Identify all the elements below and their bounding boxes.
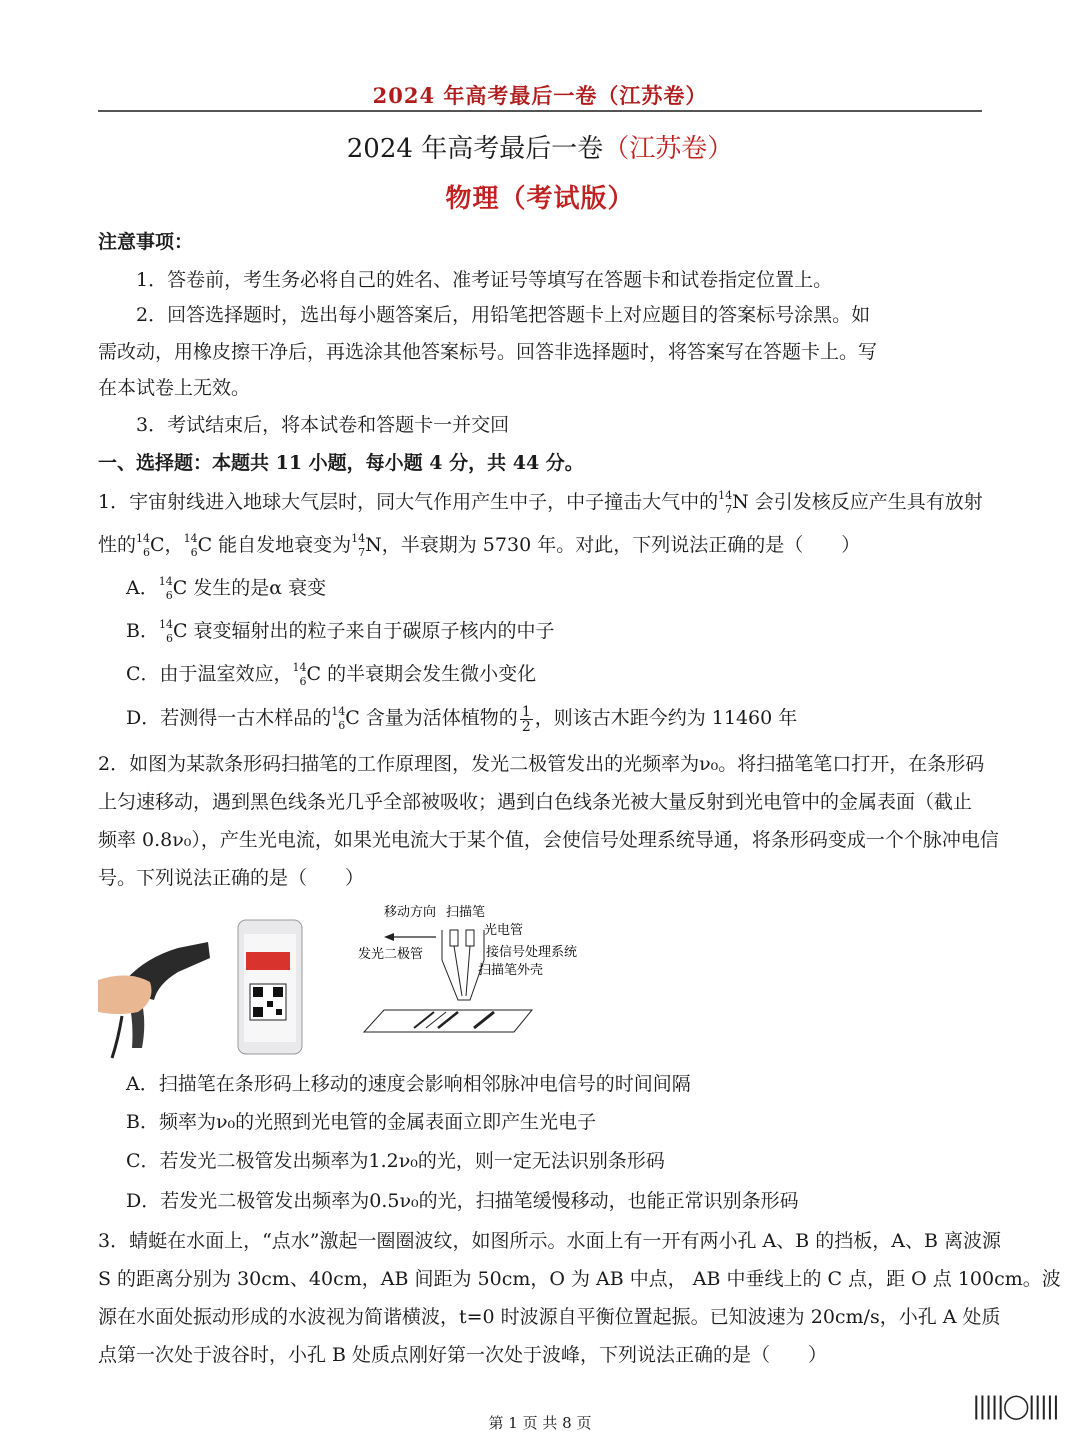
title-region: （江苏卷） xyxy=(603,134,734,164)
page-number: 第 1 页 共 8 页 xyxy=(488,1414,592,1432)
q1-text: N 会引发核反应产生具有放射 xyxy=(732,491,983,513)
q2-line-2: 上匀速移动，遇到黑色线条光几乎全部被吸收；遇到白色线条光被大量反射到光电管中的金属表面（截止 xyxy=(98,791,973,813)
q3-line-1: 3．蜻蜓在水面上，“点水”激起一圈圈波纹，如图所示。水面上有一开有两小孔 A、B 的挡板，A、B 离波源 xyxy=(98,1230,1002,1252)
q1-text: C， xyxy=(150,534,184,556)
q1-line-2 xyxy=(98,531,984,559)
nuclide-n14: 14 7 xyxy=(351,532,366,559)
nuclide-n14: 14 7 xyxy=(718,489,733,516)
label-scan-pen: 扫描笔 xyxy=(446,905,486,920)
q3-line-2: S 的距离分别为 30cm、40cm，AB 间距为 50cm，O 为 AB 中点， AB 中垂线上的 C 点，距 O 点 100cm。波 xyxy=(98,1268,1061,1290)
q2-option-b: B．频率为ν₀的光照到光电管的金属表面立即产生光电子 xyxy=(126,1111,597,1133)
label-led: 发光二极管 xyxy=(358,947,424,962)
running-header: 2024 年高考最后一卷（江苏卷） xyxy=(372,83,708,108)
q3-line-3: 源在水面处振动形成的水波视为简谐横波，t=0 时波源自平衡位置起振。已知波速为 20cm/s，小孔 A 处质 xyxy=(98,1306,1001,1328)
q2-line-3: 频率 0.8ν₀），产生光电流，如果光电流大于某个值，会使信号处理系统导通，将条形码变成一个个脉冲电信 xyxy=(98,829,999,851)
notice-item-1: 1．答卷前，考生务必将自己的姓名、准考证号等填写在答题卡和试卷指定位置上。 xyxy=(136,269,833,291)
q2-option-a: A．扫描笔在条形码上移动的速度会影响相邻脉冲电信号的时间间隔 xyxy=(126,1073,691,1095)
q2-figure xyxy=(98,900,598,1060)
label-pen-shell: 扫描笔外壳 xyxy=(478,963,544,978)
q1-text: C 能自发地衰变为 xyxy=(197,534,352,556)
fraction-half: $\frac{1}{2}$ xyxy=(521,703,531,735)
q1-line-1 xyxy=(98,488,984,516)
q2-option-d: D．若发光二极管发出频率为0.5ν₀的光，扫描笔缓慢移动，也能正常识别条形码 xyxy=(126,1190,799,1212)
header-rule xyxy=(98,110,982,112)
label-photo-tube: 光电管 xyxy=(484,923,524,938)
label-signal-system: 接信号处理系统 xyxy=(486,945,578,960)
q3-line-4: 点第一次处于波谷时，小孔 B 处质点刚好第一次处于波峰，下列说法正确的是（ ） xyxy=(98,1344,828,1366)
q1-text: 性的 xyxy=(98,534,137,556)
q1-text: 1．宇宙射线进入地球大气层时，同大气作用产生中子，中子撞击大气中的 xyxy=(98,491,719,513)
nuclide-c14: 14 6 xyxy=(183,532,198,559)
section-heading: 一、选择题：本题共 11 小题，每小题 4 分，共 44 分。 xyxy=(98,452,584,474)
notice-item-2-cont2: 在本试卷上无效。 xyxy=(98,377,251,399)
label-move-direction: 移动方向 xyxy=(384,905,437,920)
title-main: 2024 年高考最后一卷 xyxy=(346,134,604,164)
notice-item-2: 2．回答选择题时，选出每小题答案后，用铅笔把答题卡上对应题目的答案标号涂黑。如 xyxy=(136,304,871,326)
q2-line-4: 号。下列说法正确的是（ ） xyxy=(98,867,365,889)
q1-text: N，半衰期为 5730 年。对此，下列说法正确的是（ ） xyxy=(365,534,861,556)
q1-option-a: A． 14 6 C 发生的是α 衰变 xyxy=(126,575,327,602)
nuclide-c14: 14 6 xyxy=(136,532,151,559)
phone-barcode-image xyxy=(236,918,306,1058)
q2-line-1: 2．如图为某款条形码扫描笔的工作原理图，发光二极管发出的光频率为ν₀。将扫描笔笔口打开，在条形码 xyxy=(98,753,985,775)
q1-option-b: B． 14 6 C 衰变辐射出的粒子来自于碳原子核内的中子 xyxy=(126,618,555,645)
notice-heading: 注意事项： xyxy=(98,231,194,253)
q1-option-d: D．若测得一古木样品的 14 6 C 含量为活体植物的 $\frac{1}{2}$ ，则该古木距今约为 11460 年 xyxy=(126,703,798,735)
notice-item-3: 3．考试结束后，将本试卷和答题卡一并交回 xyxy=(136,414,510,436)
subject-title: 物理（考试版） xyxy=(445,184,635,214)
barcode-scanner-image xyxy=(98,920,218,1060)
q1-option-c: C．由于温室效应， 14 6 C 的半衰期会发生微小变化 xyxy=(126,661,537,688)
notice-item-2-cont: 需改动，用橡皮擦干净后，再选涂其他答案标号。回答非选择题时，将答案写在答题卡上。写 xyxy=(98,341,878,363)
scanner-schematic xyxy=(354,900,604,1040)
page-title xyxy=(0,128,1080,165)
q2-option-c: C．若发光二极管发出频率为1.2ν₀的光，则一定无法识别条形码 xyxy=(126,1150,665,1172)
watermark: |||||◯||||| xyxy=(972,1392,1058,1420)
